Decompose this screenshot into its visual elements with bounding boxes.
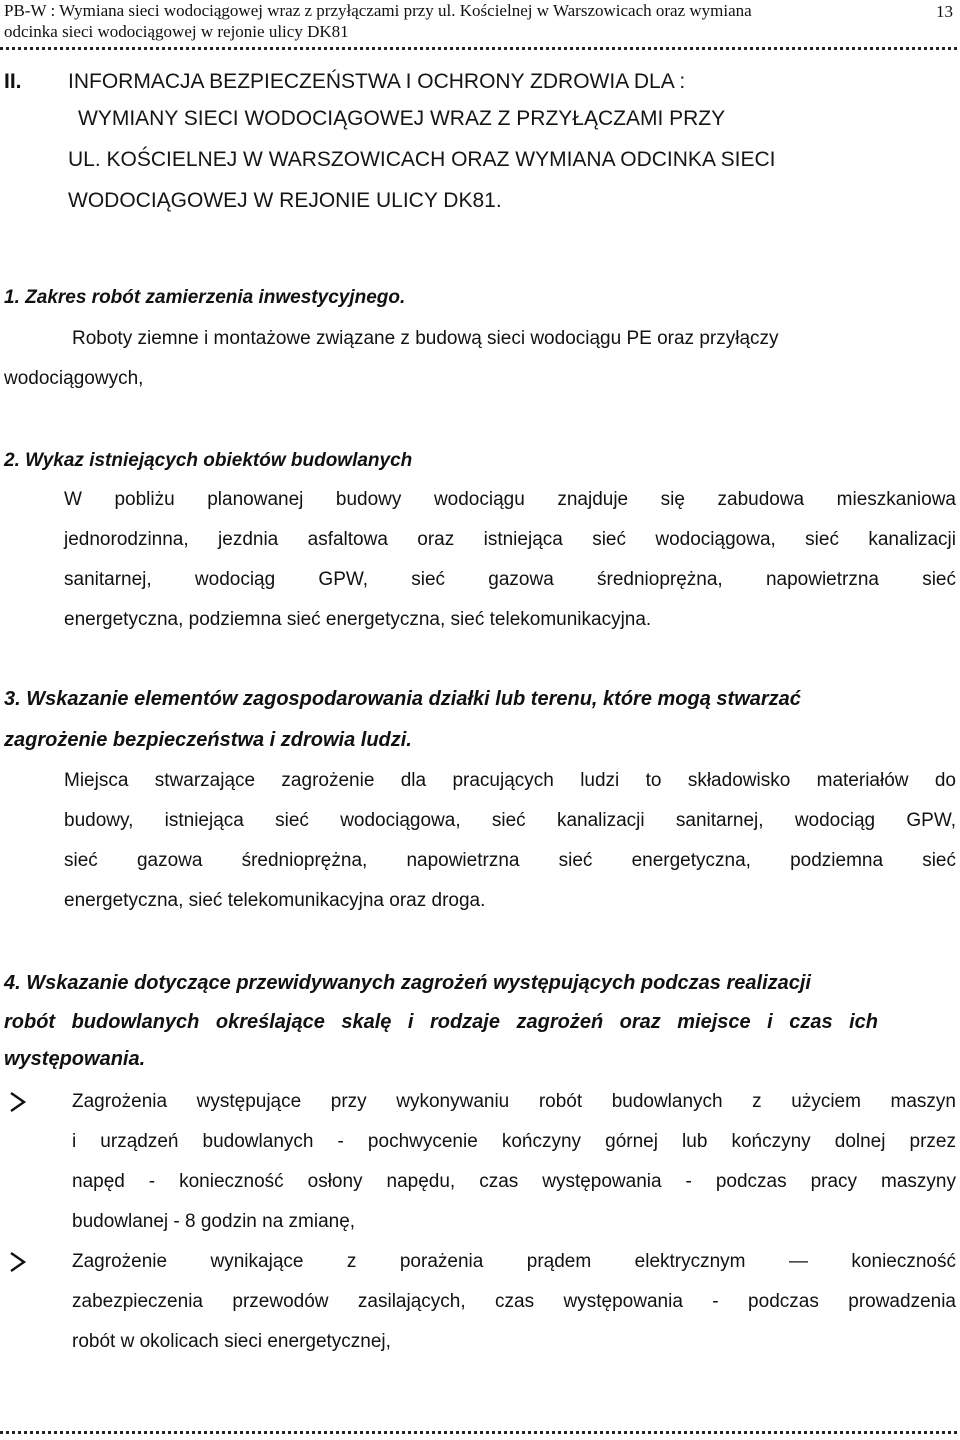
bullet-1-line-4: budowlanej - 8 godzin na zmianę, (72, 1211, 356, 1232)
section-2-number: 2. (4, 450, 20, 471)
bullet-2-line-1: Zagrożenie wynikające z porażenia prądem elektrycznym — konieczność (72, 1251, 956, 1272)
section-3-line-4: energetyczna, sieć telekomunikacyjna oraz droga. (64, 890, 486, 911)
section-4-title-line-3: występowania. (4, 1048, 146, 1070)
bullet-1-line-2: i urządzeń budowlanych - pochwycenie kończyny górnej lub kończyny dolnej przez (72, 1131, 956, 1152)
section-4-heading (4, 971, 950, 995)
section-3-line-3: sieć gazowa średnioprężna, napowietrzna sieć energetyczna, podziemna sieć (64, 850, 956, 871)
bullet-1-line-1: Zagrożenia występujące przy wykonywaniu robót budowlanych z użyciem maszyn (72, 1091, 956, 1112)
section-4-number: 4. (4, 972, 21, 994)
section-3-title-line-1: Wskazanie elementów zagospodarowania działki lub terenu, które mogą stwarzać (26, 688, 801, 710)
title-line-4: WODOCIĄGOWEJ W REJONIE ULICY DK81. (68, 189, 502, 212)
bullet-2-line-2: zabezpieczenia przewodów zasilających, czas występowania - podczas prowadzenia (72, 1291, 956, 1312)
header-divider (0, 47, 960, 50)
bullet-2-line-3: robót w okolicach sieci energetycznej, (72, 1331, 391, 1352)
section-4-title-line-2: robót budowlanych określające skalę i rodzaje zagrożeń oraz miejsce i czas ich (4, 1011, 878, 1033)
section-1-line-2: wodociągowych, (4, 368, 144, 389)
section-2-title: Wykaz istniejących obiektów budowlanych (25, 450, 413, 471)
bullet-1-line-3: napęd - konieczność osłony napędu, czas występowania - podczas pracy maszyny (72, 1171, 956, 1192)
section-3-title-line-2: zagrożenie bezpieczeństwa i zdrowia ludzi. (4, 729, 412, 751)
section-2-line-1: W pobliżu planowanej budowy wodociągu znajduje się zabudowa mieszkaniowa (64, 489, 956, 510)
page-number: 13 (936, 2, 953, 21)
title-line-1: INFORMACJA BEZPIECZEŃSTWA I OCHRONY ZDROWIA DLA : (68, 70, 686, 93)
section-3-number: 3. (4, 688, 21, 710)
section-1-number: 1. (4, 287, 20, 308)
section-4-title-line-1: Wskazanie dotyczące przewidywanych zagrożeń występujących podczas realizacji (26, 972, 811, 994)
chapter-number: II. (4, 70, 22, 93)
section-2-line-4: energetyczna, podziemna sieć energetyczna, sieć telekomunikacyjna. (64, 609, 652, 630)
title-line-3: UL. KOŚCIELNEJ W WARSZOWICACH ORAZ WYMIANA ODCINKA SIECI (68, 148, 776, 171)
arrow-bullet-icon (8, 1090, 28, 1114)
arrow-bullet-icon (8, 1250, 28, 1274)
footer-divider (0, 1431, 960, 1434)
section-3-line-2: budowy, istniejąca sieć wodociągowa, sieć kanalizacji sanitarnej, wodociąg GPW, (64, 810, 956, 831)
section-1-heading (4, 287, 405, 309)
header-title-line-2: odcinka sieci wodociągowej w rejonie ulicy DK81 (4, 22, 349, 41)
section-3-line-1: Miejsca stwarzające zagrożenie dla pracujących ludzi to składowisko materiałów do (64, 770, 956, 791)
title-line-2: WYMIANY SIECI WODOCIĄGOWEJ WRAZ Z PRZYŁĄCZAMI PRZY (78, 107, 726, 130)
section-2-line-2: jednorodzinna, jezdnia asfaltowa oraz istniejąca sieć wodociągowa, sieć kanalizacji (64, 529, 956, 550)
section-1-line-1: Roboty ziemne i montażowe związane z budową sieci wodociągu PE oraz przyłączy (72, 328, 779, 349)
section-2-heading (4, 450, 412, 472)
section-2-line-3: sanitarnej, wodociąg GPW, sieć gazowa średnioprężna, napowietrzna sieć (64, 569, 956, 590)
section-1-title: Zakres robót zamierzenia inwestycyjnego. (25, 287, 406, 308)
header-title-line-1: PB-W : Wymiana sieci wodociągowej wraz z przyłączami przy ul. Kościelnej w Warszowicach oraz wymiana (4, 1, 752, 20)
section-3-heading (4, 687, 950, 711)
